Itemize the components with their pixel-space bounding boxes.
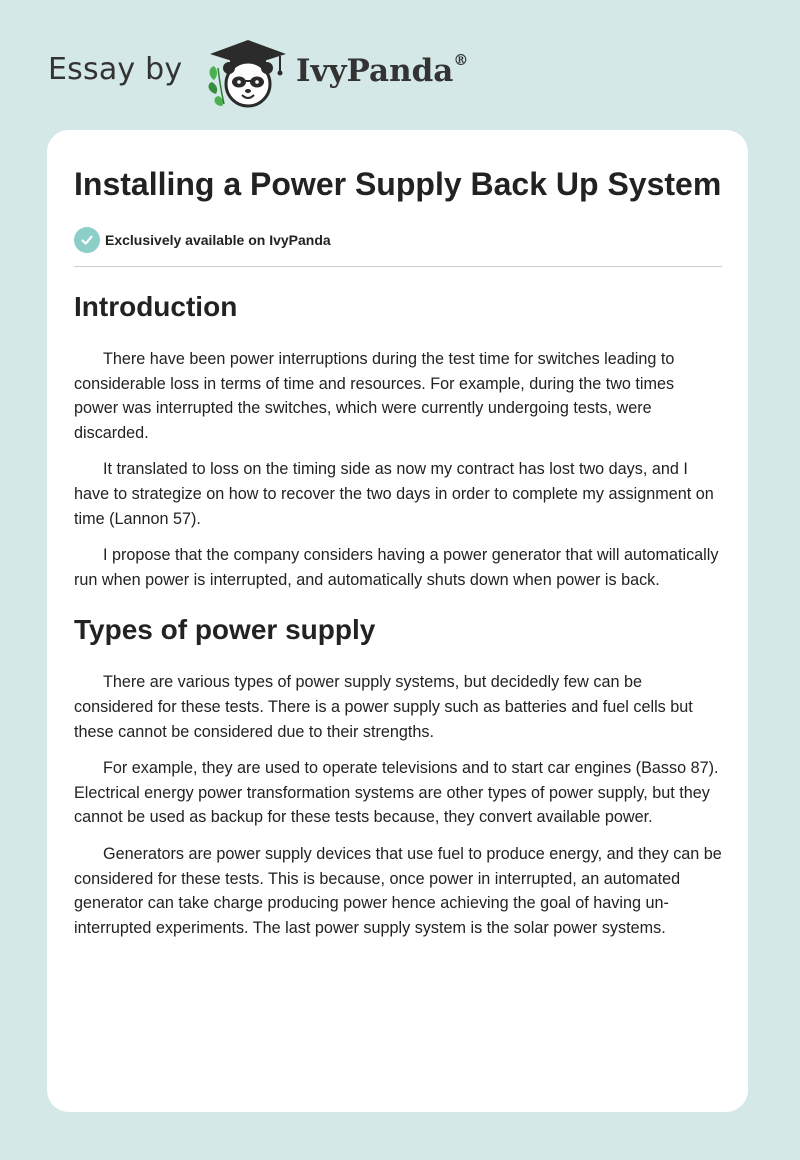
section-introduction — [74, 291, 722, 592]
paragraph: There are various types of power supply systems, but decidedly few can be considered for these tests. There is a power supply such as batteries and fuel cells but these cannot be considered due to their strengths. — [74, 673, 693, 741]
exclusive-badge-label: Exclusively available on IvyPanda — [105, 232, 331, 248]
exclusive-badge — [74, 226, 722, 254]
registered-mark: ® — [453, 51, 469, 69]
section-heading: Types of power supply — [74, 614, 376, 646]
section-heading: Introduction — [74, 291, 238, 322]
paragraph: I propose that the company considers having a power generator that will automatically run when power is interrupted, and automatically shuts down when power is back. — [74, 546, 719, 589]
essay-by-label: Essay by — [48, 52, 183, 87]
brand-text: IvyPanda — [296, 53, 454, 89]
divider — [74, 266, 722, 267]
paragraph: Generators are power supply devices that use fuel to produce energy, and they can be considered for these tests. This is because, once power in interrupted, an automated generator can take charge producing power hence achieving the goal of having un-interrupted experiments. The last power supply system is the solar power systems. — [74, 844, 722, 937]
paragraph: It translated to loss on the timing side as now my contract has lost two days, and I have to strategize on how to recover the two days in order to complete my assignment on time (Lannon 57). — [74, 460, 714, 528]
paragraph: There have been power interruptions during the test time for switches leading to considerable loss in terms of time and resources. For example, during the two times power was interrupted the switches, which were currently undergoing tests, were discarded. — [74, 350, 675, 442]
essay-card — [47, 130, 748, 1112]
check-icon — [74, 227, 100, 253]
paragraph: For example, they are used to operate televisions and to start car engines (Basso 87). Electrical energy power transformation systems are other types of power supply, but they cannot be used as backup for these tests because, they convert available power. — [74, 759, 719, 827]
section-types-of-power-supply — [74, 614, 722, 940]
brand-name[interactable] — [296, 53, 468, 89]
essay-title: Installing a Power Supply Back Up System — [74, 166, 722, 202]
site-header — [0, 0, 800, 130]
panda-graduate-logo-icon[interactable] — [200, 34, 296, 110]
